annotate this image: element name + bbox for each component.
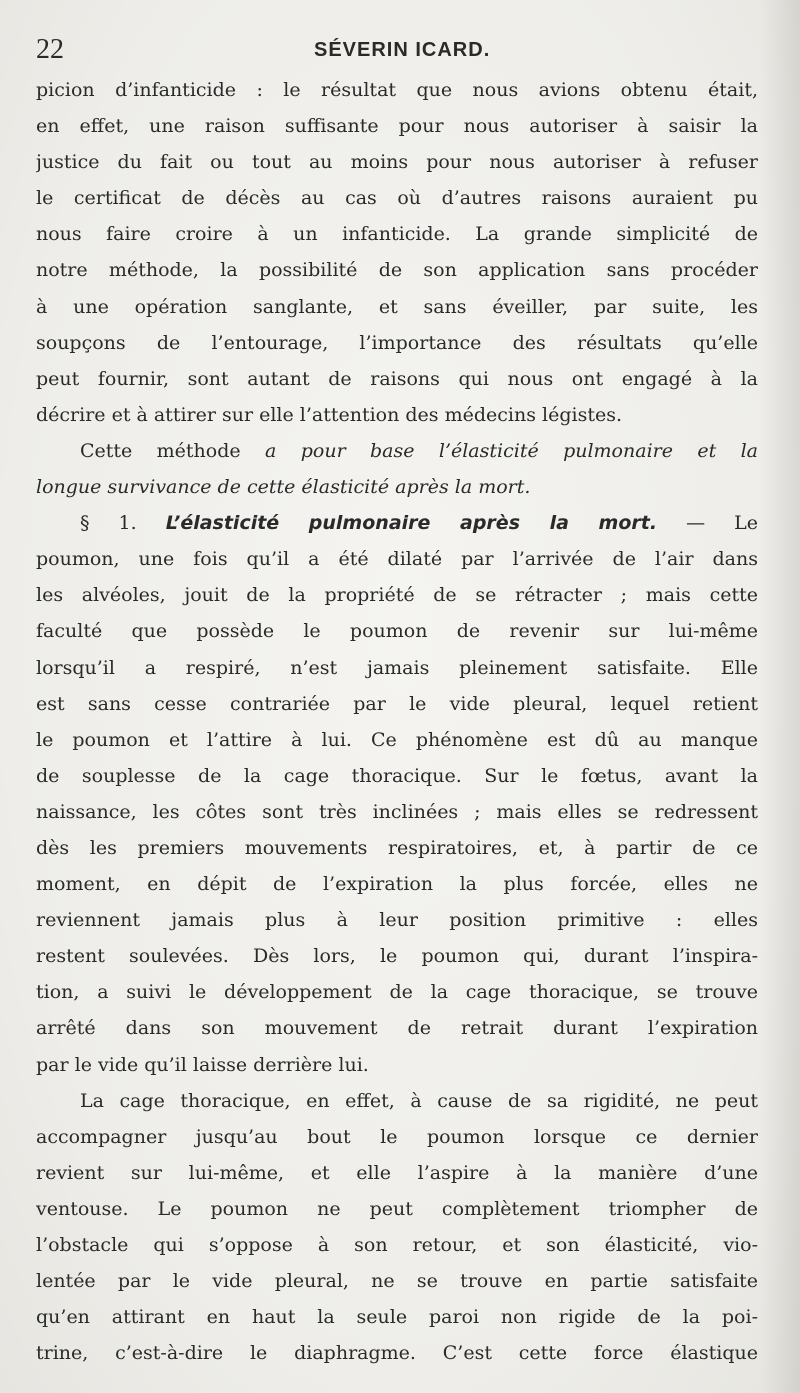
section-dash: — Le	[686, 512, 758, 535]
text-line: justice du fait ou tout au moins pour nous autoriser à refuser	[36, 151, 758, 174]
text-line: qu’en attirant en haut la seule paroi non rigide de la poi-	[36, 1306, 758, 1329]
text-line: revient sur lui-même, et elle l’aspire à la manière d’une	[36, 1161, 758, 1184]
running-head: SÉVERIN ICARD.	[314, 39, 491, 61]
page-edge-shadow	[760, 0, 800, 1393]
text-line: notre méthode, la possibilité de son application sans procéder	[36, 259, 758, 282]
section-heading-line	[36, 505, 758, 541]
text-line: ventouse. Le poumon ne peut complètement triompher de	[36, 1197, 758, 1220]
text-line: naissance, les côtes sont très inclinées ; mais elles se redressent	[36, 800, 758, 823]
text-line: poumon, une fois qu’il a été dilaté par l’arrivée de l’air dans	[36, 548, 758, 571]
text-line: restent soulevées. Dès lors, le poumon qui, durant l’inspira-	[36, 945, 758, 968]
text-line: le certificat de décès au cas où d’autres raisons auraient pu	[36, 187, 758, 210]
text-line: La cage thoracique, en effet, à cause de sa rigidité, ne peut	[80, 1089, 758, 1112]
text-line: le poumon et l’attire à lui. Ce phénomène est dû au manque	[36, 728, 758, 751]
text-line: nous faire croire à un infanticide. La grande simplicité de	[36, 223, 758, 246]
text-line: est sans cesse contrariée par le vide pleural, lequel retient	[36, 692, 758, 715]
text-line: lorsqu’il a respiré, n’est jamais pleinement satisfaite. Elle	[36, 656, 758, 679]
body-text	[36, 72, 758, 1371]
text-line: peut fournir, sont autant de raisons qui nous ont engagé à la	[36, 367, 758, 390]
text-line: à une opération sanglante, et sans éveiller, par suite, les	[36, 295, 758, 318]
section-title: L’élasticité pulmonaire après la mort.	[165, 512, 658, 535]
text-line: par le vide qu’il laisse derrière lui.	[36, 1053, 369, 1076]
italic-segment: a pour base l’élasticité pulmonaire et la	[265, 439, 758, 462]
text-line: soupçons de l’entourage, l’importance des résultats qu’elle	[36, 331, 758, 354]
page-header	[36, 32, 756, 68]
text-line: de souplesse de la cage thoracique. Sur le fœtus, avant la	[36, 764, 758, 787]
text-line: moment, en dépit de l’expiration la plus forcée, elles ne	[36, 873, 758, 896]
text-segment: Cette méthode	[80, 439, 241, 462]
text-line: longue survivance de cette élasticité après la mort.	[36, 476, 531, 499]
text-line: tion, a suivi le développement de la cage thoracique, se trouve	[36, 981, 758, 1004]
text-line: accompagner jusqu’au bout le poumon lorsque ce dernier	[36, 1125, 758, 1148]
text-line: décrire et à attirer sur elle l’attention des médecins légistes.	[36, 403, 622, 426]
text-line: picion d’infanticide : le résultat que nous avions obtenu était,	[36, 79, 758, 101]
text-line: dès les premiers mouvements respiratoires, et, à partir de ce	[36, 836, 758, 859]
text-line: trine, c’est-à-dire le diaphragme. C’est cette force élastique	[36, 1342, 758, 1365]
text-line: faculté que possède le poumon de revenir sur lui-même	[36, 620, 758, 643]
page-number: 22	[36, 34, 64, 65]
text-line: en effet, une raison suffisante pour nous autoriser à saisir la	[36, 115, 758, 138]
text-line: les alvéoles, jouit de la propriété de se rétracter ; mais cette	[36, 584, 758, 607]
text-line: lentée par le vide pleural, ne se trouve en partie satisfaite	[36, 1270, 758, 1293]
text-line: reviennent jamais plus à leur position primitive : elles	[36, 909, 758, 932]
paragraph-method-first-line	[36, 433, 758, 469]
text-line: l’obstacle qui s’oppose à son retour, et son élasticité, vio-	[36, 1234, 758, 1256]
section-number: § 1.	[80, 512, 137, 535]
text-line: arrêté dans son mouvement de retrait durant l’expiration	[36, 1017, 758, 1040]
